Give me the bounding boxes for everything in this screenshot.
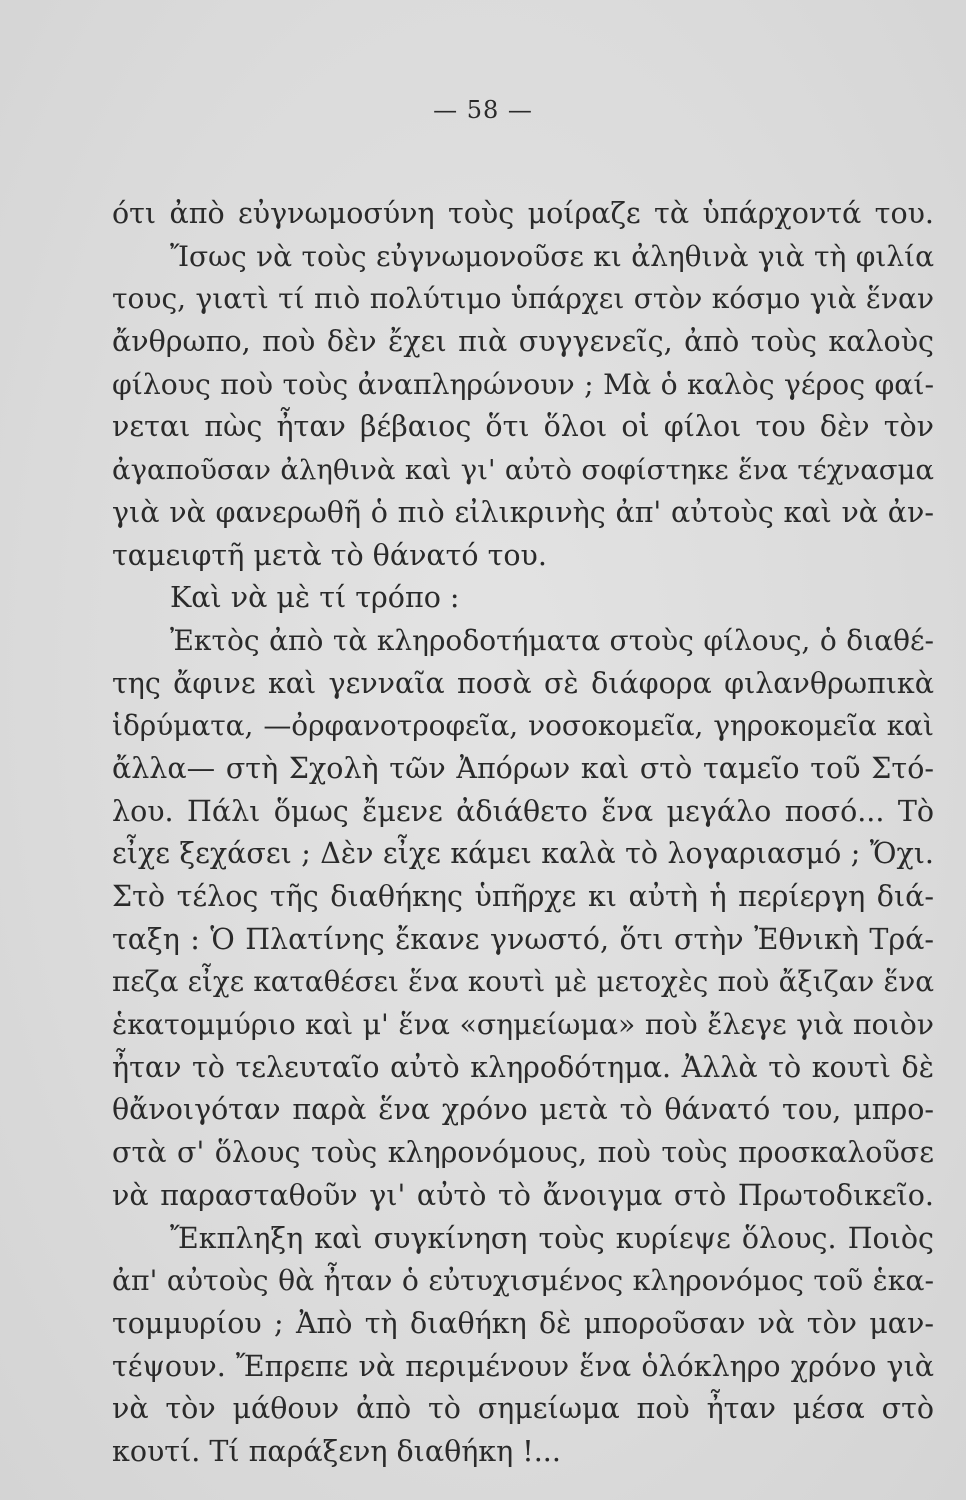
text-line: Καὶ νὰ μὲ τί τρόπο : [170, 581, 460, 615]
text-line: της ἄφινε καὶ γενναῖα ποσὰ σὲ διάφορα φιλανθρωπικὰ [112, 666, 934, 700]
text-line: ταξη : Ὁ Πλατίνης ἔκανε γνωστό, ὅτι στὴν Ἐθνικὴ Τρά- [112, 922, 934, 956]
text-line: νεται πὼς ἦταν βέβαιος ὅτι ὅλοι οἱ φίλοι του δὲν τὸν [112, 410, 934, 444]
text-line: Ἔκπληξη καὶ συγκίνηση τοὺς κυρίεψε ὅλους. Ποιὸς [170, 1221, 934, 1255]
text-line: ότι ἀπὸ εὐγνωμοσύνη τοὺς μοίραζε τὰ ὑπάρχοντά του. [112, 197, 934, 230]
text-line: Ἐκτὸς ἀπὸ τὰ κληροδοτήματα στοὺς φίλους, ὁ διαθέ- [170, 623, 934, 657]
text-line: Ἴσως νὰ τοὺς εὐγνωμονοῦσε κι ἀληθινὰ γιὰ τὴ φιλία [170, 239, 934, 273]
text-line: στὰ σ' ὅλους τοὺς κληρονόμους, ποὺ τοὺς προσκαλοῦσε [112, 1136, 934, 1170]
text-line: εἶχε ξεχάσει ; Δὲν εἶχε κάμει καλὰ τὸ λογαριασμό ; Ὄχι. [112, 837, 934, 871]
text-line: Στὸ τέλος τῆς διαθήκης ὑπῆρχε κι αὐτὴ ἡ περίεργη διά- [112, 880, 934, 913]
text-line: πεζα εἶχε καταθέσει ἕνα κουτὶ μὲ μετοχὲς ποὺ ἄξιζαν ἕνα [112, 965, 934, 999]
text-line: ἀπ' αὐτοὺς θὰ ἦταν ὁ εὐτυχισμένος κληρονόμος τοῦ ἑκα- [112, 1264, 934, 1298]
text-line: ἦταν τὸ τελευταῖο αὐτὸ κληροδότημα. Ἀλλὰ τὸ κουτὶ δὲ [112, 1050, 934, 1084]
text-line: ταμειφτῆ μετὰ τὸ θάνατό του. [112, 538, 547, 572]
text-line: νὰ τὸν μάθουν ἀπὸ τὸ σημείωμα ποὺ ἦταν μέσα στὸ [112, 1392, 934, 1426]
text-line: κουτί. Τί παράξενη διαθήκη !... [112, 1434, 561, 1468]
text-line: ἀγαποῦσαν ἀληθινὰ καὶ γι' αὐτὸ σοφίστηκε ἕνα τέχνασμα [112, 454, 934, 487]
text-line: τους, γιατὶ τί πιὸ πολύτιμο ὑπάρχει στὸν κόσμο γιὰ ἕναν [112, 282, 934, 316]
text-line: τέψουν. Ἔπρεπε νὰ περιμένουν ἕνα ὁλόκληρο χρόνο γιὰ [112, 1349, 934, 1383]
body-text [112, 193, 934, 1474]
text-line: φίλους ποὺ τοὺς ἀναπληρώνουν ; Μὰ ὁ καλὸς γέρος φαί- [112, 367, 934, 401]
page-number: — 58 — [433, 96, 533, 124]
text-line: θἄνοιγόταν παρὰ ἕνα χρόνο μετὰ τὸ θάνατό του, μπρο- [112, 1093, 934, 1127]
text-line: νὰ παρασταθοῦν γι' αὐτὸ τὸ ἄνοιγμα στὸ Πρωτοδικεῖο. [112, 1178, 934, 1212]
text-line: γιὰ νὰ φανερωθῆ ὁ πιὸ εἰλικρινὴς ἀπ' αὐτοὺς καὶ νὰ ἀν- [112, 495, 934, 529]
text-line: ἑκατομμύριο καὶ μ' ἕνα «σημείωμα» ποὺ ἔλεγε γιὰ ποιὸν [112, 1008, 934, 1042]
text-line: ἱδρύματα, —ὀρφανοτροφεῖα, νοσοκομεῖα, γηροκομεῖα καὶ [112, 709, 934, 743]
text-line: λου. Πάλι ὅμως ἔμενε ἀδιάθετο ἕνα μεγάλο ποσό... Τὸ [112, 794, 934, 828]
text-line: ἄλλα— στὴ Σχολὴ τῶν Ἀπόρων καὶ στὸ ταμεῖο τοῦ Στό- [112, 751, 934, 785]
text-line: ἄνθρωπο, ποὺ δὲν ἔχει πιὰ συγγενεῖς, ἀπὸ τοὺς καλοὺς [112, 325, 934, 359]
text-line: τομμυρίου ; Ἀπὸ τὴ διαθήκη δὲ μποροῦσαν νὰ τὸν μαν- [112, 1306, 934, 1340]
